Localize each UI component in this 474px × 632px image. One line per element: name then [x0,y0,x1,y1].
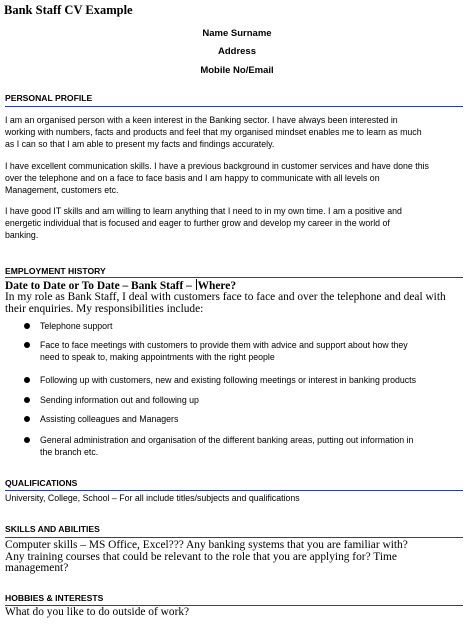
text-line: energetic individual that is focused and eager to further grow and develop my career in the world of [5,218,390,228]
text-line: I have excellent communication skills. I have a previous background in customer services and have done this [5,161,429,171]
section-rule [5,106,463,107]
text-line: I am an organised person with a keen interest in the Banking sector. I have always been interested in [5,115,398,125]
section-rule [5,537,463,538]
header-contact: Mobile No/Email [200,65,274,76]
job-intro [5,292,467,315]
list-item [40,434,465,458]
skills-heading: SKILLS AND ABILITIES [5,524,100,534]
bullet-icon [24,437,30,443]
bullet-icon [24,342,30,348]
bullet-icon [24,323,30,329]
text-line: management? [5,562,69,574]
text-cursor [196,279,197,290]
text-line: Face to face meetings with customers to provide them with advice and support about how they [40,340,408,350]
text-line: need to speak to, making appointments with the right people [40,352,275,362]
job-title-dates: Date to Date or To Date – Bank Staff – [5,280,192,292]
section-rule [5,490,463,491]
text-line: General administration and organisation of the different banking areas, putting out information in [40,435,414,445]
hobbies-heading: HOBBIES & INTERESTS [5,593,104,603]
list-item [40,320,465,332]
text-line: Any training courses that could be relevant to the role that you are applying for? Time [5,550,397,563]
text-line: working with numbers, facts and products and feel that my organised mindset enables me to learn as much [5,127,422,137]
text-line: Assisting colleagues and Managers [40,414,179,424]
list-item [40,394,465,406]
header-address: Address [217,46,256,57]
profile-paragraph-3 [5,205,467,241]
text-line: their enquiries. My responsibilities include: [5,302,204,315]
text-line: Sending information out and following up [40,395,199,405]
profile-paragraph-1 [5,114,467,150]
list-item [40,339,465,363]
profile-paragraph-2 [5,160,467,196]
personal-profile-heading: PERSONAL PROFILE [5,93,93,103]
section-rule [5,277,463,278]
list-item [40,413,465,425]
bullet-icon [24,416,30,422]
text-line: Management, customers etc. [5,185,119,195]
bullet-icon [24,397,30,403]
text-line: banking. [5,230,39,240]
bullet-icon [24,377,30,383]
text-line: the branch etc. [40,447,99,457]
text-line: as I can so that I am able to present my facts and findings accurately. [5,139,275,149]
skills-text [5,540,467,575]
document-title: Bank Staff CV Example [4,3,133,17]
text-line: over the telephone and on a face to face basis and I am happy to communicate with all levels on [5,173,380,183]
text-line: Telephone support [40,321,113,331]
text-line: Following up with customers, new and existing following meetings or interest in banking products [40,375,417,385]
hobbies-text: What do you like to do outside of work? [5,606,190,618]
text-line: In my role as Bank Staff, I deal with customers face to face and over the telephone and deal with [5,291,446,303]
header-name: Name Surname [202,28,272,39]
text-line: Computer skills – MS Office, Excel??? Any banking systems that you are familiar with? [5,539,408,551]
qualifications-heading: QUALIFICATIONS [5,478,78,488]
list-item [40,374,465,386]
job-title-where: Where? [197,280,237,292]
employment-heading: EMPLOYMENT HISTORY [5,266,106,276]
qualifications-text: University, College, School – For all include titles/subjects and qualifications [5,493,300,503]
text-line: I have good IT skills and am willing to learn anything that I need to in my own time. I am a positive and [5,206,402,216]
